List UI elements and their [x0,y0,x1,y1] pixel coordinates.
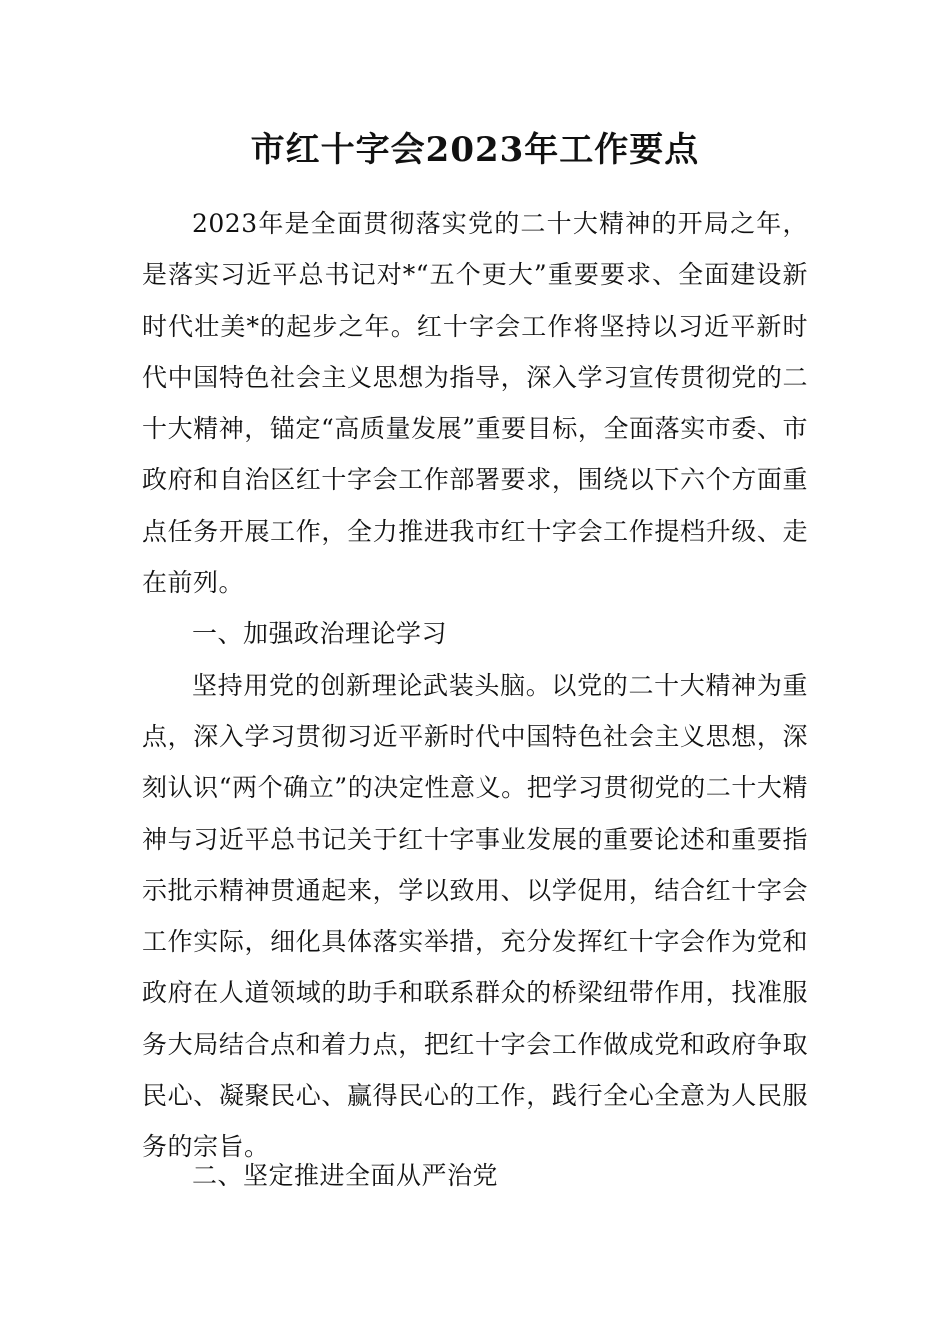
document-body [142,198,808,1173]
section-heading-2: 二、坚定推进全面从严治党 [192,1161,499,1190]
document-title: 市红十字会2023年工作要点 [250,130,700,170]
section-1-paragraph: 坚持用党的创新理论武装头脑。以党的二十大精神为重点，深入学习贯彻习近平新时代中国特色社会主义思想，深刻认识“两个确立”的决定性意义。把学习贯彻党的二十大精神与习近平总书记关于红十字事业发展的重要论述和重要指示批示精神贯通起来，学以致用、以学促用，结合红十字会工作实际，细化具体落实举措，充分发挥红十字会作为党和政府在人道领域的助手和联系群众的桥梁纽带作用，找准服务大局结合点和着力点，把红十字会工作做成党和政府争取民心、凝聚民心、赢得民心的工作，践行全心全意为人民服务的宗旨。 [142,670,808,1162]
section-heading-1: 一、加强政治理论学习 [192,619,448,649]
intro-paragraph: 2023年是全面贯彻落实党的二十大精神的开局之年，是落实习近平总书记对*“五个更大”重要要求、全面建设新时代壮美*的起步之年。红十字会工作将坚持以习近平新时代中国特色社会主义思想为指导，深入学习宣传贯彻党的二十大精神，锚定“高质量发展”重要目标，全面落实市委、市政府和自治区红十字会工作部署要求，围绕以下六个方面重点任务开展工作，全力推进我市红十字会工作提档升级、走在前列。 [142,209,808,598]
